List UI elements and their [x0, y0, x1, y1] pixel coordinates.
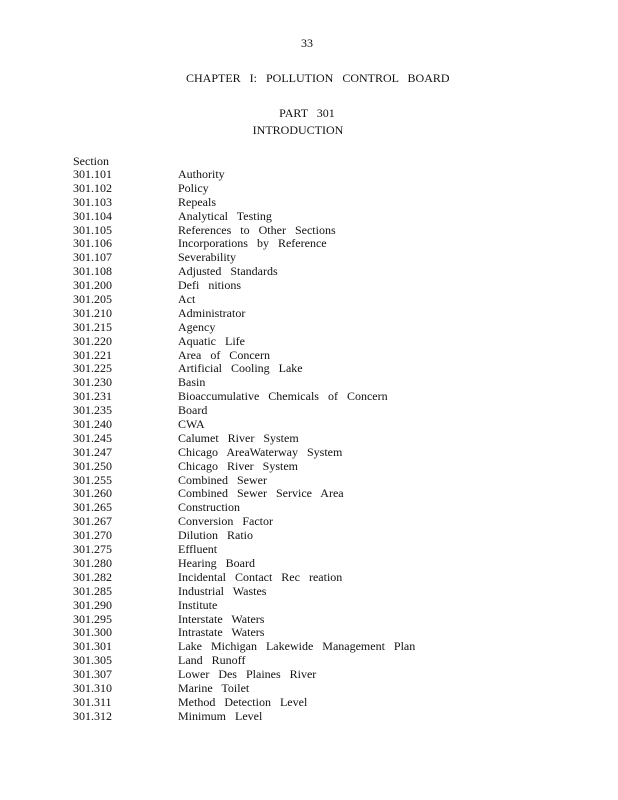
section-number: 301.205 — [73, 292, 112, 307]
section-title: Aquatic Life — [178, 333, 245, 348]
section-row — [73, 487, 473, 501]
section-row — [73, 682, 473, 696]
section-title: Severability — [178, 250, 236, 265]
section-row — [73, 446, 473, 460]
section-row — [73, 418, 473, 432]
section-title: Combined Sewer Service Area — [178, 486, 344, 501]
section-title: Act — [178, 292, 196, 307]
section-number: 301.310 — [73, 680, 112, 695]
section-number: 301.312 — [73, 708, 112, 723]
section-row — [73, 237, 473, 251]
section-number: 301.295 — [73, 611, 112, 626]
section-row — [73, 501, 473, 515]
section-row — [73, 654, 473, 668]
section-number: 301.225 — [73, 361, 112, 376]
section-row — [73, 335, 473, 349]
page-number: 33 — [301, 36, 313, 50]
part-title: PART 301 — [279, 106, 335, 120]
section-number: 301.107 — [73, 250, 112, 265]
section-number: 301.255 — [73, 472, 112, 487]
section-title: Bioaccumulative Chemicals of Concern — [178, 389, 388, 404]
section-number: 301.101 — [73, 167, 112, 181]
section-title: Construction — [178, 500, 240, 515]
section-number: 301.301 — [73, 639, 112, 654]
section-list — [73, 168, 473, 724]
section-row — [73, 668, 473, 682]
section-title: Authority — [178, 167, 225, 181]
section-number: 301.285 — [73, 583, 112, 598]
section-row — [73, 196, 473, 210]
section-title: Intrastate Waters — [178, 625, 265, 640]
section-row — [73, 543, 473, 557]
section-number: 301.290 — [73, 597, 112, 612]
section-title: Adjusted Standards — [178, 264, 278, 279]
section-number: 301.267 — [73, 514, 112, 529]
section-row — [73, 390, 473, 404]
section-row — [73, 251, 473, 265]
section-row — [73, 571, 473, 585]
section-number: 301.305 — [73, 653, 112, 668]
section-number: 301.270 — [73, 528, 112, 543]
section-number: 301.215 — [73, 319, 112, 334]
section-number: 301.307 — [73, 667, 112, 682]
section-column-header: Section — [73, 154, 109, 168]
section-number: 301.102 — [73, 180, 112, 195]
section-row — [73, 557, 473, 571]
section-row — [73, 474, 473, 488]
section-title: Administrator — [178, 305, 246, 320]
section-row — [73, 224, 473, 238]
section-title: Policy — [178, 180, 209, 195]
section-row — [73, 585, 473, 599]
section-title: Lake Michigan Lakewide Management Plan — [178, 639, 416, 654]
section-number: 301.280 — [73, 555, 112, 570]
section-row — [73, 515, 473, 529]
section-title: Dilution Ratio — [178, 528, 253, 543]
section-number: 301.221 — [73, 347, 112, 362]
section-title: Analytical Testing — [178, 208, 272, 223]
section-title: Institute — [178, 597, 218, 612]
section-title: Method Detection Level — [178, 694, 308, 709]
section-row — [73, 182, 473, 196]
section-number: 301.265 — [73, 500, 112, 515]
section-title: Interstate Waters — [178, 611, 265, 626]
section-title: Land Runoff — [178, 653, 246, 668]
section-title: Effluent — [178, 542, 218, 557]
section-number: 301.311 — [73, 694, 112, 709]
section-title: Chicago River System — [178, 458, 298, 473]
section-title: Incorporations by Reference — [178, 236, 327, 251]
section-number: 301.105 — [73, 222, 112, 237]
section-number: 301.210 — [73, 305, 112, 320]
section-title: Agency — [178, 319, 216, 334]
section-row — [73, 626, 473, 640]
section-number: 301.250 — [73, 458, 112, 473]
section-title: Repeals — [178, 194, 216, 209]
section-row — [73, 432, 473, 446]
section-title: Defi nitions — [178, 278, 241, 293]
section-number: 301.230 — [73, 375, 112, 390]
section-number: 301.200 — [73, 278, 112, 293]
section-title: CWA — [178, 417, 205, 432]
section-title: Industrial Wastes — [178, 583, 267, 598]
part-subtitle: INTRODUCTION — [252, 123, 344, 137]
section-row — [73, 168, 473, 182]
section-row — [73, 210, 473, 224]
section-row — [73, 640, 473, 654]
section-title: Marine Toilet — [178, 680, 250, 695]
section-number: 301.247 — [73, 444, 112, 459]
section-title: Hearing Board — [178, 555, 255, 570]
section-number: 301.282 — [73, 569, 112, 584]
section-number: 301.106 — [73, 236, 112, 251]
section-row — [73, 599, 473, 613]
section-title: Minimum Level — [178, 708, 263, 723]
section-row — [73, 376, 473, 390]
section-number: 301.220 — [73, 333, 112, 348]
section-title: Board — [178, 403, 208, 418]
section-number: 301.240 — [73, 417, 112, 432]
section-row — [73, 307, 473, 321]
section-number: 301.300 — [73, 625, 112, 640]
section-row — [73, 529, 473, 543]
section-row — [73, 321, 473, 335]
section-row — [73, 696, 473, 710]
section-number: 301.260 — [73, 486, 112, 501]
section-row — [73, 710, 473, 724]
section-number: 301.231 — [73, 389, 112, 404]
section-number: 301.104 — [73, 208, 112, 223]
section-row — [73, 613, 473, 627]
section-row — [73, 362, 473, 376]
section-row — [73, 265, 473, 279]
section-title: Incidental Contact Rec reation — [178, 569, 343, 584]
section-title: Basin — [178, 375, 206, 390]
section-title: Area of Concern — [178, 347, 270, 362]
chapter-title: CHAPTER I: POLLUTION CONTROL BOARD — [186, 71, 450, 85]
section-row — [73, 293, 473, 307]
section-title: Conversion Factor — [178, 514, 273, 529]
section-row — [73, 404, 473, 418]
section-row — [73, 349, 473, 363]
section-title: Chicago AreaWaterway System — [178, 444, 343, 459]
section-title: Lower Des Plaines River — [178, 667, 317, 682]
section-title: Combined Sewer — [178, 472, 267, 487]
section-number: 301.103 — [73, 194, 112, 209]
section-row — [73, 460, 473, 474]
section-number: 301.245 — [73, 430, 112, 445]
section-row — [73, 279, 473, 293]
section-number: 301.108 — [73, 264, 112, 279]
section-title: References to Other Sections — [178, 222, 336, 237]
section-title: Artificial Cooling Lake — [178, 361, 303, 376]
section-number: 301.235 — [73, 403, 112, 418]
section-number: 301.275 — [73, 542, 112, 557]
section-title: Calumet River System — [178, 430, 299, 445]
